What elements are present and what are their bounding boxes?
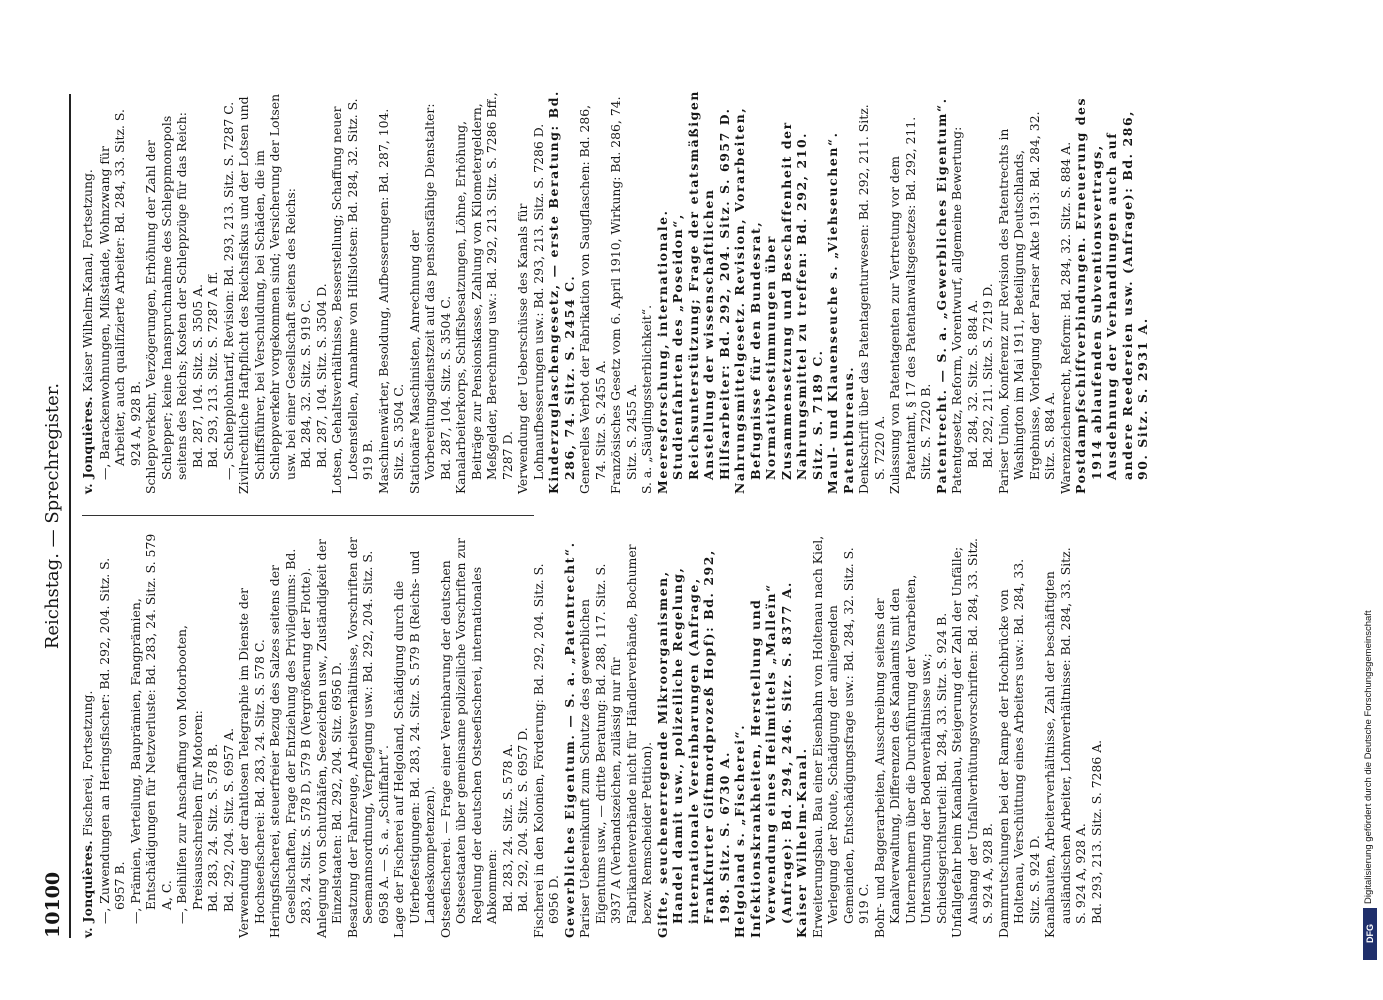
index-entry: Stationäre Maschinisten, Anrechnung der Vorbereitungsdienstzeit auf das pensionsfähige Dienstalter: Bd. 287, 104. Sitz. S. 3504 C. bbox=[406, 103, 453, 494]
running-title: Reichstag. — Sprechregister. bbox=[42, 382, 63, 650]
index-entry: Ostseefischerei. — Frage einer Vereinbarung der deutschen Ostseestaaten über gemeinsame polizeiliche Vorschriften zur Regelung der deutschen Ostseefischerei, internationales Abkommen: bbox=[437, 538, 499, 938]
index-entry: Zivilrechtliche Haftpflicht des Reichsfiskus und der Lotsen und Schiffsführer, bei Verschuldung, bei Schäden, die im Schleppverkehr vorgekommen sind; Versicherung der Lotsen usw. bei einer Gesellschaft seitens des Reichs: bbox=[236, 93, 298, 494]
page-number: 10100 bbox=[42, 871, 64, 938]
index-entry: Französisches Gesetz vom 6. April 1910, Wirkung: Bd. 286, 74. Sitz. S. 2455 A. bbox=[608, 96, 639, 494]
index-entry: Warenzeichenrecht, Reform: Bd. 284, 32. Sitz. S. 884 A. bbox=[1057, 141, 1073, 494]
index-entry: Bd. 287, 104. Sitz. S. 3504 D. bbox=[313, 283, 329, 468]
speaker-name: v. Jonquières. bbox=[80, 840, 95, 938]
index-entry: Bd. 283, 24. Sitz. S. 578 B. bbox=[205, 743, 220, 912]
index-entry: Lotsen, Gehaltsverhältnisse, Besserstellung; Schaffung neuer Lotsenstellen, Annahme von Hilfslotsen: Bd. 284, 32. Sitz. S. 919 B. bbox=[329, 98, 375, 494]
subject-heading: Patentrecht. — S. a. „Gewerbliches Eigentum“. bbox=[933, 97, 949, 494]
index-entry: Bd. 292, 211. Sitz. S. 7219 D. bbox=[980, 283, 995, 468]
index-entry: —, Beihilfen zur Anschaffung von Motorbooten, Preisausschreiben für Motoren: bbox=[174, 625, 205, 924]
index-entry: Bd. 284, 32. Sitz. S. 884 A. bbox=[964, 299, 980, 468]
subject-heading: Gifte, seuchenerregende Mikroorganismen, Handel damit usw., polizeiliche Regelung, internationale Vereinbarungen (Anfrage, Frankfurter Giftmordprozeß Hopf): Bd. 292, 198. Sitz. S. 6730 A. bbox=[654, 549, 732, 938]
subject-heading: Nahrungsmittelgesetz. Revision, Vorarbeiten, Befugnisse für den Bundesrat, Normativbestimmungen über Zusammensetzung und Beschaffenheit der Nahrungsmittel zu treffen: Bd. 292, 210. Sitz. S. 7189 C. bbox=[732, 106, 825, 494]
right-column bbox=[80, 89, 1151, 494]
index-entry: —, Schlepplohntarif, Revision: Bd. 293, 213. Sitz. S. 7287 C. bbox=[220, 101, 236, 480]
index-entry: Anlegung von Schutzhäfen, Seezeichen usw., Zuständigkeit der Einzelstaaten: Bd. 292, 204. Sitz. 6956 D. bbox=[313, 539, 344, 938]
dfg-logo: DFG bbox=[1363, 908, 1377, 960]
subject-heading: Postdampfschiffverbindungen. Erneuerung des 1914 ablaufenden Subventionsvertrags, Ausdehnung der Verhandlungen auch auf andere Reedereien usw. (Anfrage): Bd. 286, 90. Sitz. S. 2931 A. bbox=[1073, 96, 1150, 494]
column-divider bbox=[82, 515, 534, 516]
index-entry: Patentgesetz, Reform, Vorentwurf, allgemeine Bewertung: bbox=[949, 126, 964, 494]
continuation-label: Kaiser Wilhelm-Kanal, Fortsetzung. bbox=[80, 169, 95, 393]
subject-heading: Maul- und Klauenseuche s. „Viehseuchen“. bbox=[825, 131, 840, 494]
index-entry: Verwendung der drahtlosen Telegraphie im Dienste der Hochseefischerei: Bd. 283, 24. Sitz. S. 578 C. bbox=[236, 587, 267, 938]
subject-heading: Patentbureaus. bbox=[840, 365, 856, 494]
index-entry: Denkschrift über das Patentagenturwesen: Bd. 292, 211. Sitz. S. 7220 A. bbox=[856, 104, 887, 494]
index-entry: —, Zuwendungen an Heringsfischer: Bd. 292, 204. Sitz. S. 6957 B. bbox=[96, 557, 127, 924]
subject-heading: Helgoland s. „Fischerei“. bbox=[732, 723, 747, 938]
index-entry: Kanalbauten, Arbeiterverhältnisse, Zahl der beschäftigten ausländischen Arbeiter, Lohnverhältnisse: Bd. 284, 33. Sitz. S. 924 A, 928 A. bbox=[1042, 547, 1088, 938]
digitization-credit bbox=[1363, 34, 1377, 904]
index-entry: Schleppverkehr, Verzögerungen, Erhöhung der Zahl der Schlepper; keine Inanspruchnahme des Schleppmonopols seitens des Reichs; Kosten der Schleppzüge für das Reich: bbox=[143, 112, 189, 494]
left-column bbox=[80, 533, 1104, 938]
index-entry: Bd. 293, 213. Sitz. S. 7287 A ff. bbox=[205, 271, 220, 468]
index-entry: Bd. 287, 104. Sitz. S. 3505 A. bbox=[189, 283, 205, 468]
index-entry: Bd. 292, 204. Sitz. S. 6957 A. bbox=[220, 727, 236, 912]
speaker-name: v. Jonquières. bbox=[80, 396, 95, 494]
credit-text: Digitalisierung gefördert durch die Deutsche Forschungsgemeinschaft bbox=[1363, 610, 1374, 904]
index-entry: —, Barackenwohnungen, Mißstände, Wohnzwang für Arbeiter, auch qualifizierte Arbeiter: Bd. 284, 33. Sitz. S. 924 A, 928 B. bbox=[96, 109, 143, 480]
index-entry: Unfallgefahr beim Kanalbau, Steigerung der Zahl der Unfälle; Aushang der Unfallverhütungsvorschriften: Bd. 284, 33. Sitz. S. 924 A, 928 B. bbox=[949, 538, 995, 938]
index-entry: Dammrutschungen bei der Rampe der Hochbrücke von Holtenau, Verschüttung eines Arbeiters usw.: Bd. 284, 33. Sitz. S. 924 D. bbox=[995, 558, 1042, 938]
index-entry: Erweiterungsbau. Bau einer Eisenbahn von Holtenau nach Kiel, Verlegung der Route, Schädigung der anliegenden Gemeinden, Entschädigungsfrage usw.: Bd. 284, 32. Sitz. S. 919 C. bbox=[809, 535, 871, 938]
continuation-label: Fischerei, Fortsetzung. bbox=[80, 690, 95, 837]
index-entry: Fischerei in den Kolonien, Förderung: Bd. 292, 204. Sitz. S. 6956 D. bbox=[530, 563, 561, 938]
index-entry: Bd. 293, 213. Sitz. S. 7286 A. bbox=[1088, 739, 1104, 924]
left-column-heading bbox=[80, 533, 96, 938]
index-entry: Bd. 292, 204. Sitz. S. 6957 D. bbox=[515, 727, 530, 912]
index-entry: Zulassung von Patentagenten zur Vertretung vor dem Patentamt, § 17 des Patentanwaltsgesetzes: Bd. 292, 211. Sitz. S. 7220 B. bbox=[887, 116, 933, 494]
index-entry: Besatzung der Fahrzeuge, Arbeitsverhältnisse, Vorschriften der Seemannsordnung, Verpflegung usw.: Bd. 292, 204. Sitz. S. 6958 A. — S. a. „Schiffahrt“. bbox=[344, 537, 391, 938]
subject-heading: Infektionskrankheiten, Herstellung und Verwendung eines Heilmittels „Malleïn“ (Anfrage): Bd. 294, 246. Sitz. S. 8377 A. bbox=[747, 581, 794, 938]
index-entry: Heringsfischerei, steuerfreier Bezug des Salzes seitens der Gesellschaften, Frage der Entziehung des Privilegiums: Bd. 283, 24. Sitz. S. 578 D, 579 B (Vergrößerung der Flotte). bbox=[267, 548, 313, 938]
index-entry: Verwendung der Ueberschüsse des Kanals für Lohnaufbesserungen usw.: Bd. 293, 213. Sitz. S. 7286 D. bbox=[515, 123, 546, 494]
index-entry: Pariser Uebereinkunft zum Schutze des gewerblichen Eigentums usw., — dritte Beratung: Bd. 288, 117. Sitz. S. 3937 A (Verbandszeichen, zulässig nur für Fabrikantenverbände nicht für Händlerverbände, Bochumer bezw. Remscheider Petition). bbox=[577, 544, 654, 938]
page-header bbox=[40, 94, 68, 938]
header-rule bbox=[69, 94, 71, 938]
subject-heading: Gewerbliches Eigentum. — S. a. „Patentrecht“. bbox=[561, 541, 577, 938]
subject-heading: Meeresforschung, internationale. Studienfahrten des „Poseidon“, Reichsunterstützung; Frage der etatsmäßigen Anstellung der wissenschaftlichen Hilfsarbeiter: Bd. 292, 204. Sitz. S. 6957 D. bbox=[654, 90, 732, 494]
index-entry: Pariser Union, Konferenz zur Revision des Patentrechts in Washington im Mai 1911, Beteiligung Deutschlands, Ergebnisse, Vorlegung der Pariser Akte 1913: Bd. 284, 32. Sitz. S. 884 A. bbox=[995, 111, 1057, 494]
index-entry: S. a. „Säuglingssterblichkeit“. bbox=[639, 304, 654, 494]
index-entry: Generelles Verbot der Fabrikation von Saugflaschen: Bd. 286, 74. Sitz. S. 2455 A. bbox=[577, 104, 608, 494]
subject-heading: Kinderzuglaschengesetz, — erste Beratung: Bd. 286, 74. Sitz. S. 2454 C. bbox=[546, 90, 577, 494]
index-entry: Bd. 283, 24. Sitz. S. 578 A. bbox=[499, 743, 515, 912]
index-entry: Maschinenwärter, Besoldung, Aufbesserungen: Bd. 287, 104. Sitz. S. 3504 C. bbox=[375, 108, 406, 494]
subject-heading: Kaiser Wilhelm-Kanal. bbox=[794, 747, 809, 938]
index-entry: —, Prämien, Verteilung, Bauprämien, Fangprämien, Entschädigungen für Netzverluste: Bd. 283, 24. Sitz. S. 579 A, C. bbox=[127, 533, 174, 924]
right-column-heading bbox=[80, 89, 96, 494]
index-entry: Kanalarbeiterkorps, Schiffsbesatzungen, Löhne, Erhöhung, Beiträge zur Pensionskasse, Zahlung von Kilometergeldern, Meßgelder, Berechnung usw.: Bd. 292, 213. Sitz. S. 7286 Bff., 7287 D. bbox=[453, 92, 515, 494]
index-entry: Lage der Fischerei auf Helgoland, Schädigung durch die Uferbefestigungen: Bd. 283, 24. Sitz. S. 579 B (Reichs- und Landeskompetenzen). bbox=[391, 550, 437, 938]
index-entry: Bd. 284, 32. Sitz. S. 919 C. bbox=[298, 299, 313, 468]
index-entry: Bohr- und Baggerarbeiten, Ausschreibung seitens der Kanalverwaltung, Differenzen des Kanalamts mit den Unternehmern über die Durchführung der Vorarbeiten, Untersuchung der Bodenverhältnisse usw.; Schiedsgerichtsurteil: Bd. 284, 33. Sitz. S. 924 B. bbox=[871, 574, 949, 938]
